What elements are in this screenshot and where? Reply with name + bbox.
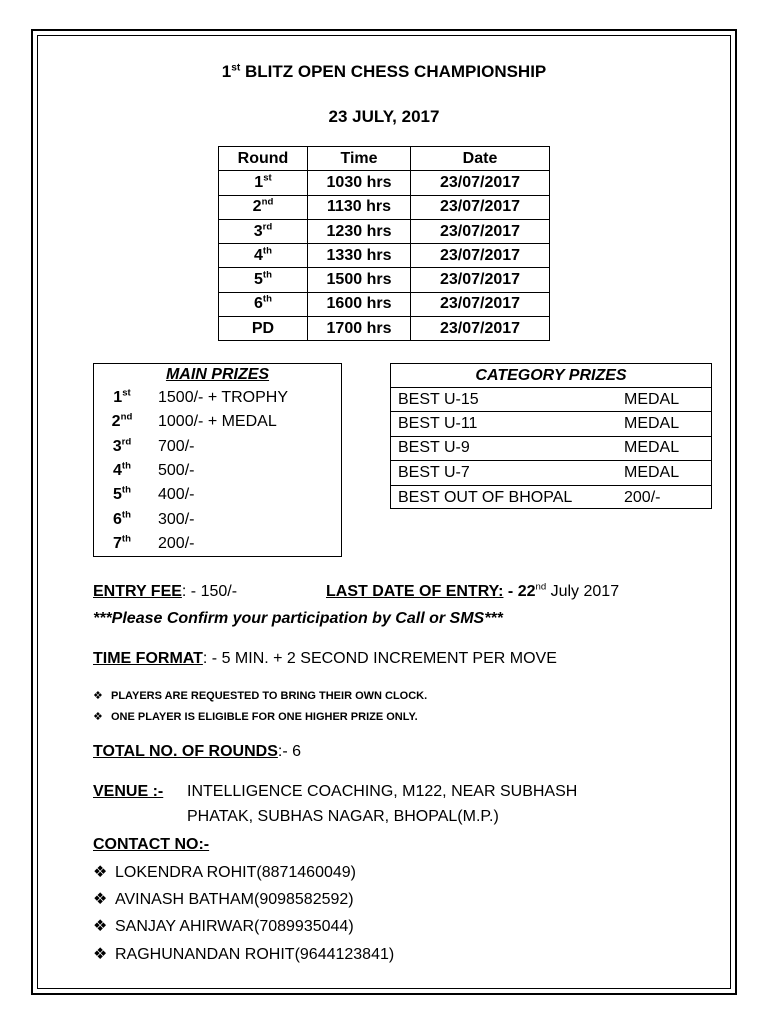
schedule-round: 3rd <box>219 219 308 243</box>
venue-address-line1: INTELLIGENCE COACHING, M122, NEAR SUBHASH <box>187 783 578 800</box>
prize-value: 500/- <box>158 462 195 480</box>
category-name: BEST OUT OF BHOPAL <box>398 488 573 506</box>
schedule-date: 23/07/2017 <box>411 244 550 268</box>
category-prize-item <box>391 412 711 436</box>
schedule-header-row <box>219 147 550 171</box>
schedule-time: 1230 hrs <box>308 219 411 243</box>
contact-item <box>93 889 354 909</box>
schedule-table <box>218 146 550 341</box>
title-ordinal-sup: st <box>231 62 241 74</box>
schedule-time: 1500 hrs <box>308 268 411 292</box>
last-date-prefix: - 22 <box>503 583 536 600</box>
diamond-bullet-icon: ❖ <box>93 690 103 702</box>
schedule-row <box>219 268 550 292</box>
last-date-suffix: July 2017 <box>546 583 620 600</box>
schedule-date: 23/07/2017 <box>411 292 550 316</box>
page-title <box>0 62 768 82</box>
schedule-time: 1600 hrs <box>308 292 411 316</box>
category-prize: MEDAL <box>624 439 680 457</box>
main-prize-item <box>94 410 341 434</box>
main-prize-item <box>94 483 341 507</box>
schedule-date: 23/07/2017 <box>411 195 550 219</box>
total-rounds-line <box>93 743 301 761</box>
contact-text: RAGHUNANDAN ROHIT(9644123841) <box>115 946 395 963</box>
category-prize-item <box>391 437 711 461</box>
schedule-time: 1130 hrs <box>308 195 411 219</box>
venue-label: VENUE :- <box>93 783 164 800</box>
prize-rank: 2nd <box>111 412 133 431</box>
schedule-round: 5th <box>219 268 308 292</box>
diamond-bullet-icon: ❖ <box>93 711 103 723</box>
prize-rank: 4th <box>113 460 131 480</box>
entry-fee-label: ENTRY FEE <box>93 583 182 600</box>
main-prizes-box <box>93 363 342 557</box>
category-name: BEST U-7 <box>398 463 470 481</box>
main-prize-item <box>94 386 341 410</box>
category-prizes-heading: CATEGORY PRIZES <box>391 364 711 388</box>
prize-value: 700/- <box>158 437 195 455</box>
contact-text: SANJAY AHIRWAR(7089935044) <box>115 918 354 935</box>
category-name: BEST U-15 <box>398 390 479 408</box>
entry-fee-value: : - 150/- <box>181 583 238 600</box>
schedule-date: 23/07/2017 <box>411 268 550 292</box>
contact-item <box>93 862 356 882</box>
note-item <box>93 689 427 702</box>
last-date-sup: nd <box>535 581 547 593</box>
schedule-round: 6th <box>219 292 308 316</box>
diamond-bullet-icon: ❖ <box>93 918 108 935</box>
category-name: BEST U-9 <box>398 439 470 457</box>
main-prize-item <box>94 507 341 531</box>
main-prizes-heading: MAIN PRIZES <box>165 366 270 383</box>
schedule-round: PD <box>219 317 308 341</box>
contact-text: LOKENDRA ROHIT(8871460049) <box>115 864 356 881</box>
schedule-row <box>219 244 550 268</box>
contact-item <box>93 916 354 936</box>
schedule-date: 23/07/2017 <box>411 317 550 341</box>
schedule-time: 1330 hrs <box>308 244 411 268</box>
note-text: PLAYERS ARE REQUESTED TO BRING THEIR OWN CLOCK. <box>111 690 428 702</box>
schedule-header-date: Date <box>411 147 550 171</box>
contact-label: CONTACT NO:- <box>93 836 210 853</box>
schedule-round: 2nd <box>219 195 308 219</box>
schedule-header-time: Time <box>308 147 411 171</box>
last-date-line <box>326 583 619 601</box>
schedule-time: 1030 hrs <box>308 171 411 195</box>
event-date: 23 JULY, 2017 <box>328 107 440 126</box>
prize-value: 1500/- + TROPHY <box>158 389 288 407</box>
diamond-bullet-icon: ❖ <box>93 891 108 908</box>
confirm-note: ***Please Confirm your participation by Call or SMS*** <box>93 610 503 627</box>
prize-value: 200/- <box>158 534 195 552</box>
last-date-label: LAST DATE OF ENTRY: <box>326 583 504 600</box>
schedule-date: 23/07/2017 <box>411 171 550 195</box>
note-text: ONE PLAYER IS ELIGIBLE FOR ONE HIGHER PRIZE ONLY. <box>111 711 418 723</box>
schedule-date: 23/07/2017 <box>411 219 550 243</box>
prize-rank: 3rd <box>112 436 132 455</box>
diamond-bullet-icon: ❖ <box>93 946 108 963</box>
schedule-row <box>219 195 550 219</box>
category-prize: 200/- <box>624 488 661 506</box>
venue-address-line2: PHATAK, SUBHAS NAGAR, BHOPAL(M.P.) <box>187 808 499 825</box>
contact-item <box>93 944 394 964</box>
category-prize-item <box>391 486 711 510</box>
main-prize-item <box>94 532 341 556</box>
time-format-value: : - 5 MIN. + 2 SECOND INCREMENT PER MOVE <box>202 650 557 667</box>
prize-rank: 1st <box>113 387 131 407</box>
time-format-line <box>93 650 557 668</box>
category-prize: MEDAL <box>624 390 680 408</box>
schedule-header-round: Round <box>219 147 308 171</box>
category-prize-item <box>391 461 711 485</box>
schedule-row <box>219 317 550 341</box>
schedule-round: 1st <box>219 171 308 195</box>
prize-value: 300/- <box>158 510 195 528</box>
schedule-round: 4th <box>219 244 308 268</box>
main-prize-item <box>94 435 341 459</box>
total-rounds-value: :- 6 <box>277 743 302 760</box>
category-prize-item <box>391 388 711 412</box>
prize-value: 1000/- + MEDAL <box>158 413 277 431</box>
note-item <box>93 710 418 723</box>
title-text: BLITZ OPEN CHESS CHAMPIONSHIP <box>240 62 547 81</box>
category-name: BEST U-11 <box>398 415 478 433</box>
diamond-bullet-icon: ❖ <box>93 864 108 881</box>
entry-fee-line <box>93 583 237 601</box>
prize-rank: 7th <box>113 533 131 552</box>
schedule-row <box>219 219 550 243</box>
schedule-row <box>219 171 550 195</box>
prize-value: 400/- <box>158 486 195 504</box>
time-format-label: TIME FORMAT <box>93 650 203 667</box>
contact-text: AVINASH BATHAM(9098582592) <box>115 891 354 908</box>
main-prize-item <box>94 459 341 483</box>
prize-rank: 6th <box>113 509 131 528</box>
title-ordinal: 1 <box>221 62 232 81</box>
category-prize: MEDAL <box>624 463 680 481</box>
schedule-row <box>219 292 550 316</box>
total-rounds-label: TOTAL NO. OF ROUNDS <box>93 743 278 760</box>
category-prizes-box <box>390 363 712 509</box>
category-prize: MEDAL <box>624 415 680 433</box>
prize-rank: 5th <box>113 485 131 504</box>
schedule-time: 1700 hrs <box>308 317 411 341</box>
